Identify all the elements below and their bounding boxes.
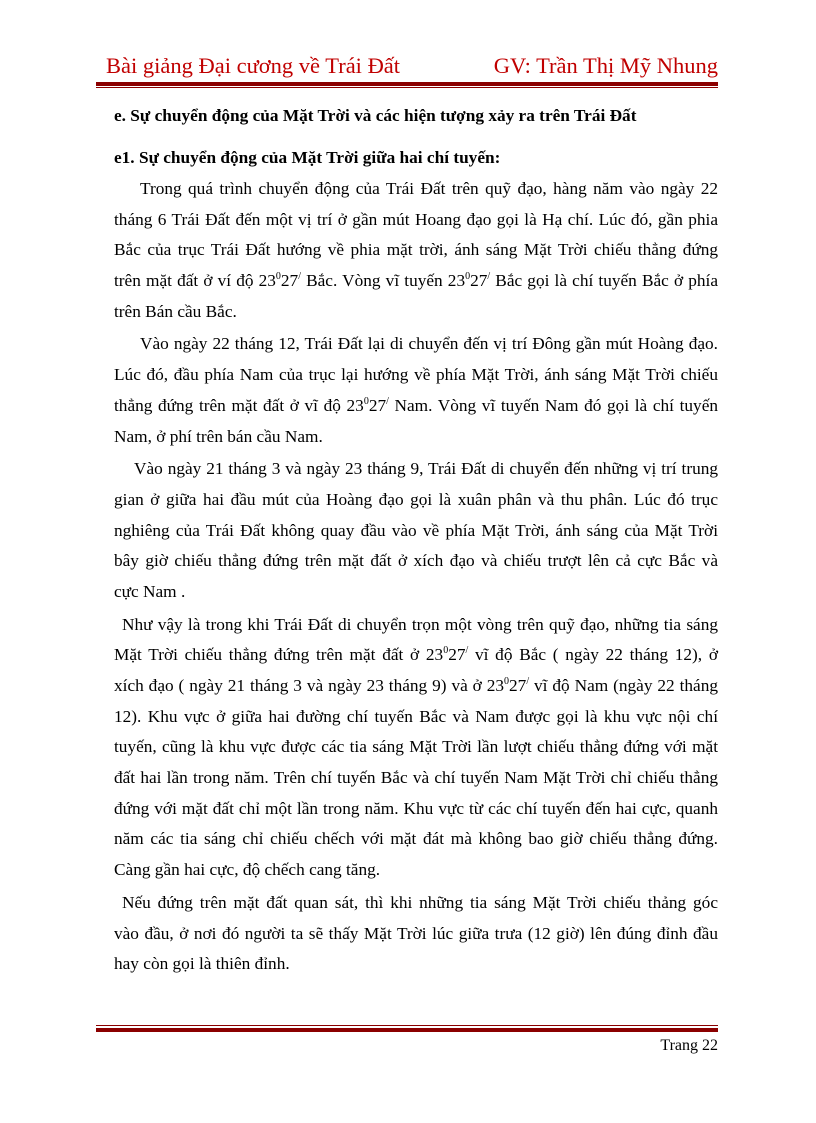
course-title: Bài giảng Đại cương về Trái Đất xyxy=(106,53,401,78)
paragraph-3 xyxy=(114,454,718,607)
p4-line: đất hai lần trong năm. Trên chí tuyến Bắc và chí tuyến Nam Mặt Trời chỉ chiếu thẳng xyxy=(114,768,718,788)
p4-line: 12). Khu vực ở giữa hai đường chí tuyến Bắc và Nam được gọi là khu vực nội chí xyxy=(114,706,718,726)
p1-line-latitude xyxy=(114,266,718,297)
minute-sup: / xyxy=(386,395,389,407)
header-rule-thick xyxy=(96,82,718,86)
p1-line: tháng 6 Trái Đất đến một vị trí ở gần mút Hoang đạo gọi là Hạ chí. Lúc đó, gần phia xyxy=(114,209,718,229)
p3-line: nghiêng của Trái Đất không quay đầu vào về phía Mặt Trời, ánh sáng của Mặt Trời xyxy=(114,520,718,540)
text: Nam. Vòng vĩ tuyến Nam đó gọi là chí tuyến xyxy=(388,395,718,415)
footer-rule-thick xyxy=(96,1028,718,1032)
p3-line: gian ở giữa hai đầu mút của Hoàng đạo gọi là xuân phân và thu phân. Lúc đó trục xyxy=(114,489,718,509)
p1-line: Bắc của trục Trái Đất hướng về phia mặt trời, ánh sáng Mặt Trời chiếu thẳng đứng xyxy=(114,240,718,260)
text: 27 xyxy=(509,676,527,695)
text: Bắc gọi là chí tuyến Bắc ở phía xyxy=(490,271,718,291)
paragraph-1 xyxy=(114,174,718,327)
degree-sup: 0 xyxy=(275,271,281,283)
minute-sup: / xyxy=(526,676,530,687)
p4-line-latitude xyxy=(114,671,718,702)
degree-sup: 0 xyxy=(363,395,369,407)
page-number: Trang 22 xyxy=(660,1037,718,1054)
text: vĩ độ Bắc ( ngày 22 tháng 12), ở xyxy=(468,645,718,665)
minute-sup: / xyxy=(298,271,301,283)
paragraph-4 xyxy=(114,610,718,886)
page-content xyxy=(114,100,718,982)
p1-line: trên Bán cầu Bắc. xyxy=(114,301,237,321)
degree-sup: 0 xyxy=(465,271,471,283)
p5-line: vào đầu, ở nơi đó người ta sẽ thấy Mặt Trời lúc giữa trưa (12 giờ) lên đúng đỉnh đầu xyxy=(114,923,718,943)
text: Mặt Trời chiếu thẳng đứng trên mặt đất ở 23 xyxy=(114,645,444,665)
p3-line: bây giờ chiếu thẳng đứng trên mặt đất ở xích đạo và chiếu trượt lên cả cực Bắc và xyxy=(114,551,718,571)
paragraph-5 xyxy=(114,888,718,980)
header-rule-thin xyxy=(96,87,718,88)
p2-line: Nam, ở phí trên bán cầu Nam. xyxy=(114,426,323,446)
page-header xyxy=(104,52,718,82)
p5-line: Nếu đứng trên mặt đất quan sát, thì khi những tia sáng Mặt Trời chiếu thảng góc xyxy=(122,892,718,912)
p4-line: tuyến, cũng là khu vực được các tia sáng Mặt Trời lần lượt chiếu thẳng đứng với mặt xyxy=(114,737,718,757)
text: trên mặt đất ở ví độ 23 xyxy=(114,271,276,291)
p2-line: Lúc đó, đầu phía Nam của trục lại hướng về phía Mặt Trời, ánh sáng Mặt Trời chiếu xyxy=(114,365,718,385)
text: xích đạo ( ngày 21 tháng 3 và ngày 23 tháng 9) và ở 23 xyxy=(114,676,505,695)
text: Bắc. Vòng vĩ tuyến 23 xyxy=(300,271,466,291)
section-heading: e. Sự chuyển động của Mặt Trời và các hiện tượng xảy ra trên Trái Đất xyxy=(114,106,637,125)
degree-sup: 0 xyxy=(443,645,449,657)
text: thẳng đứng trên mặt đất ở vĩ độ 23 xyxy=(114,395,364,415)
p3-line: Vào ngày 21 tháng 3 và ngày 23 tháng 9, Trái Đất di chuyển đến những vị trí trung xyxy=(134,459,718,479)
text: 27 xyxy=(470,271,488,291)
p4-line: Càng gần hai cực, độ chếch cang tăng. xyxy=(114,860,381,880)
minute-sup: / xyxy=(465,645,469,657)
p5-line: hay còn gọi là thiên đỉnh. xyxy=(114,954,290,974)
p2-line-latitude xyxy=(114,391,718,422)
p4-line-latitude xyxy=(114,640,718,671)
text: 27 xyxy=(448,645,466,665)
text: 27 xyxy=(280,271,299,291)
text: 27 xyxy=(368,395,387,415)
p2-line: Vào ngày 22 tháng 12, Trái Đất lại di chuyển đến vị trí Đông gần mút Hoàng đạo. xyxy=(140,334,718,354)
p3-line: cực Nam . xyxy=(114,581,186,601)
p4-line: đứng với mặt đất chỉ một lần trong năm. Khu vực từ các chí tuyến đến hai cực, quanh xyxy=(114,798,718,818)
degree-sup: 0 xyxy=(504,676,510,687)
p4-line: năm các tia sáng chỉ chiếu chếch với mặt đát mà không bao giờ chiếu thẳng đứng. xyxy=(114,829,718,849)
paragraph-2 xyxy=(114,329,718,452)
subsection-heading: e1. Sự chuyển động của Mặt Trời giữa hai chí tuyến: xyxy=(114,148,501,167)
p4-line: Như vậy là trong khi Trái Đất di chuyển trọn một vòng trên quỹ đạo, những tia sáng xyxy=(122,614,718,634)
lecturer-name: GV: Trần Thị Mỹ Nhung xyxy=(493,53,718,78)
footer-rule-thin xyxy=(96,1025,718,1026)
minute-sup: / xyxy=(487,271,491,283)
text: vĩ độ Nam (ngày 22 tháng xyxy=(529,676,718,695)
p1-line: Trong quá trình chuyển động của Trái Đất trên quỹ đạo, hàng năm vào ngày 22 xyxy=(140,179,718,198)
